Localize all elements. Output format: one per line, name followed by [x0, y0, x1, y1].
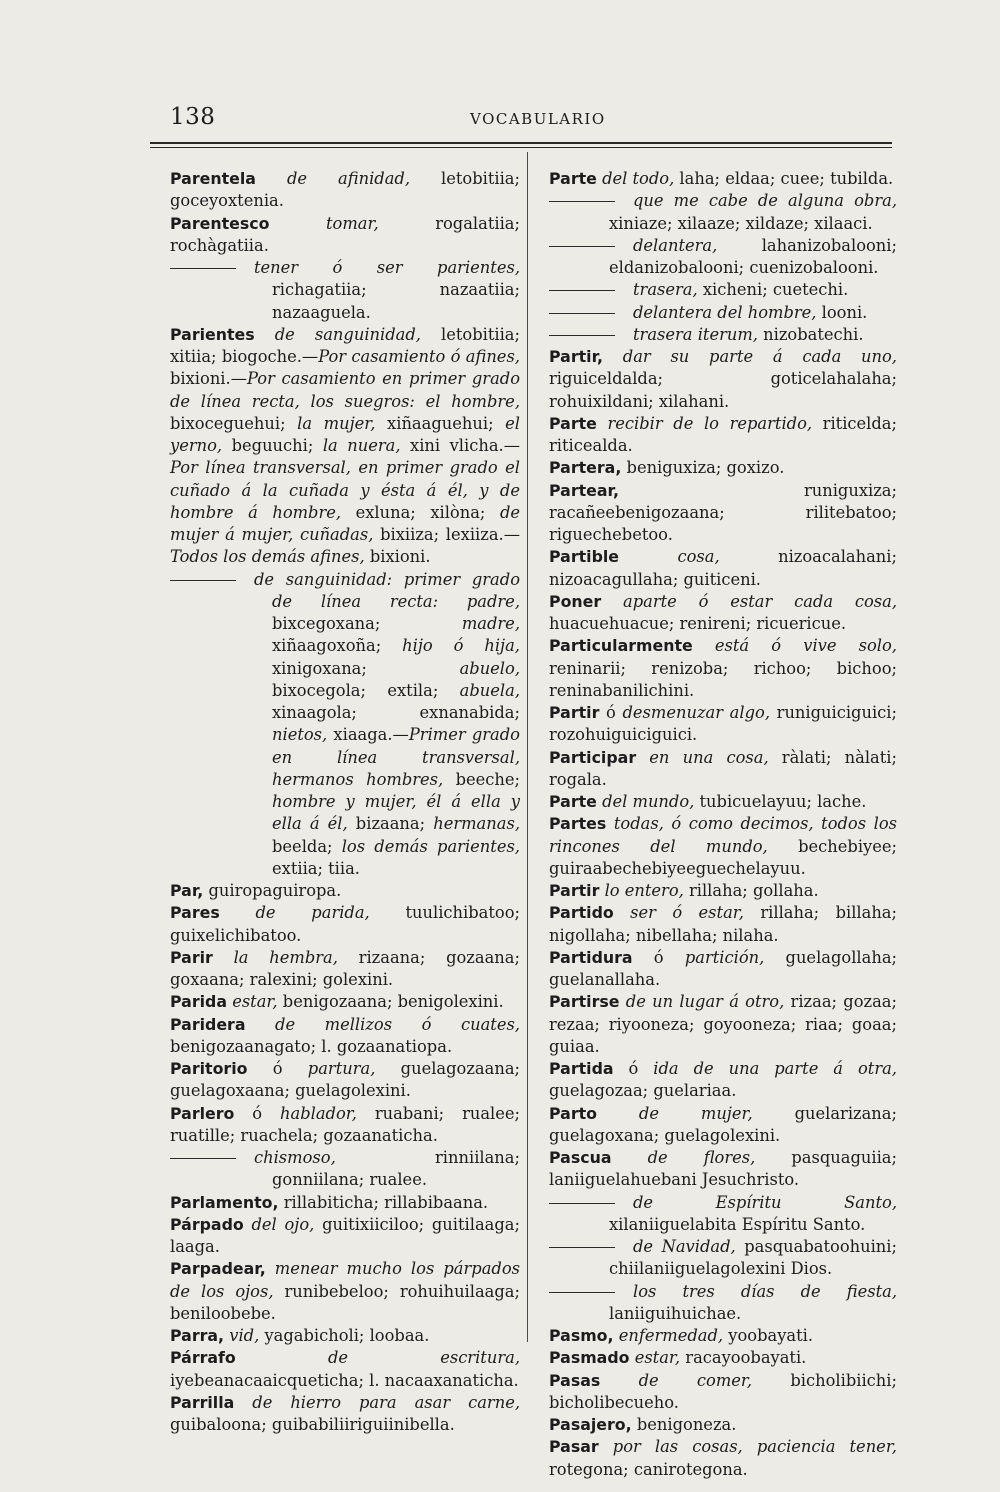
repeat-dash: [549, 1247, 615, 1248]
gloss-italic: la hembra,: [233, 947, 338, 967]
translation: yoobayati.: [723, 1326, 814, 1345]
headword: Paritorio: [170, 1059, 248, 1078]
headword: Partes: [549, 814, 607, 834]
translation: bechebiyee; guiraabechebiyeeguechelayuu.: [549, 836, 897, 878]
repeat-dash: [549, 201, 615, 202]
headword: Parir: [170, 947, 213, 967]
gloss-italic: partura,: [307, 1059, 376, 1078]
dictionary-entry: [549, 546, 897, 591]
connector: [619, 481, 804, 500]
gloss-italic: tomar,: [326, 213, 379, 233]
headword: Pares: [170, 903, 220, 923]
headword: Parlero: [170, 1103, 235, 1123]
dictionary-entry: [549, 1147, 897, 1192]
dictionary-entry: [549, 346, 897, 413]
dictionary-entry: [170, 1347, 520, 1392]
page-number: 138: [170, 104, 216, 130]
translation: rizaa; gozaa; rezaa; riyooneza; goyooneza; riaa; goaa; guiaa.: [549, 992, 897, 1056]
left-column: [170, 168, 520, 1436]
dictionary-entry: [170, 324, 520, 569]
translation: riticelda; riticealda.: [549, 413, 897, 455]
translation: nizoacalahani; nizoacagullaha; guiticeni.: [549, 547, 897, 589]
gloss-italic: del mundo,: [602, 792, 695, 811]
gloss-italic: de sanguinidad: primer grado de línea recta: padre,: [254, 569, 520, 611]
connector: [256, 169, 287, 188]
connector: [636, 748, 649, 767]
connector: [597, 414, 608, 433]
headword: Pasmado: [549, 1348, 630, 1368]
connector: [606, 814, 614, 833]
gloss-italic: delantera del hombre,: [633, 302, 817, 322]
right-column: [549, 168, 897, 1481]
headword: Partera,: [549, 458, 622, 478]
headword: Partirse: [549, 992, 620, 1012]
headword: Parto: [549, 1103, 598, 1123]
translation: beeche;: [443, 769, 520, 789]
translation: bixiiza; lexiiza.—: [373, 525, 520, 544]
gloss-italic: aparte ó estar cada cosa,: [623, 591, 898, 611]
translation: benigozaanagato; l. gozaanatiopa.: [170, 1036, 453, 1056]
connector: [269, 214, 326, 233]
dictionary-entry: [549, 880, 897, 902]
sub-entry: [549, 324, 897, 346]
connector: ó: [247, 1059, 308, 1078]
gloss-italic: partición,: [684, 947, 765, 967]
dictionary-entry: [549, 702, 897, 747]
headword: Pasas: [549, 1370, 601, 1390]
headword: Parlamento,: [170, 1192, 279, 1212]
translation: xinigoxana;: [272, 658, 460, 678]
running-head: VOCABULARIO: [470, 110, 606, 128]
gloss-italic: de Navidad,: [633, 1237, 736, 1256]
dictionary-entry: [170, 1325, 520, 1347]
gloss-italic: dar su parte á cada uno,: [622, 347, 897, 366]
dictionary-entry: [549, 168, 897, 190]
headword: Partir: [549, 703, 600, 722]
headword: Parentesco: [170, 213, 270, 233]
translation: ràlati; nàlati; rogala.: [549, 747, 897, 789]
dictionary-entry: [549, 1436, 897, 1481]
gloss-italic: hermanas,: [433, 814, 520, 834]
repeat-dash: [170, 580, 236, 581]
translation: rotegona; canirotegona.: [549, 1459, 748, 1479]
gloss-italic: el yerno,: [170, 413, 520, 455]
gloss-italic: trasera iterum,: [633, 324, 758, 344]
connector: ó: [632, 947, 685, 967]
dictionary-entry: [549, 635, 897, 702]
headword: Partir,: [549, 347, 604, 366]
headword: Pascua: [549, 1148, 612, 1167]
gloss-italic: de sanguinidad,: [274, 324, 421, 344]
headword: Particularmente: [549, 636, 693, 656]
gloss-italic: de parida,: [255, 903, 370, 923]
gloss-italic: recibir de lo repartido,: [607, 413, 813, 433]
gloss-italic: de Espíritu Santo,: [633, 1192, 897, 1212]
gloss-italic: Por casamiento ó afines,: [318, 347, 520, 366]
dictionary-entry: [549, 591, 897, 636]
gloss-italic: de hierro para asar carne,: [252, 1392, 521, 1412]
translation: benigoneza.: [636, 1415, 737, 1434]
translation: rizaana; gozaana; goxaana; ralexini; golexini.: [170, 947, 520, 989]
translation: bixocegola; extila;: [272, 680, 460, 700]
headword: Partida: [549, 1059, 614, 1078]
connector: [236, 1348, 328, 1367]
translation: letobitiia; goceyoxtenia.: [170, 169, 520, 211]
dictionary-entry: [549, 480, 897, 547]
gloss-italic: cosa,: [677, 547, 720, 567]
headword: Partidura: [549, 947, 633, 967]
gloss-italic: la nuera,: [322, 436, 401, 455]
dictionary-entry: [549, 1414, 897, 1436]
sub-entry: [549, 1236, 897, 1281]
dictionary-entry: [549, 1325, 897, 1347]
dictionary-entry: [170, 1058, 520, 1103]
translation: bicholibiichi; bicholibecueho.: [549, 1370, 897, 1412]
translation: guelarizana; guelagoxana; guelagolexini.: [549, 1103, 897, 1145]
headword: Parra,: [170, 1326, 225, 1345]
dictionary-entry: [549, 1103, 897, 1148]
translation: letobitiia; xitiia; biogoche.—: [170, 324, 520, 366]
translation: tuulichibatoo; guixelichibatoo.: [170, 903, 520, 945]
headword: Parida: [170, 992, 227, 1012]
translation: riguiceldalda; goticelahalaha; rohuixildani; xilahani.: [549, 369, 897, 411]
translation: yagabicholi; loobaa.: [259, 1326, 430, 1345]
dictionary-entry: [549, 413, 897, 458]
dictionary-entry: [549, 457, 897, 479]
headword: Parte: [549, 413, 597, 433]
gloss-italic: de mellizos ó cuates,: [275, 1014, 520, 1034]
dictionary-entry: [170, 947, 520, 992]
translation: guelagozaa; guelariaa.: [549, 1081, 737, 1101]
translation: xiñaaguehui;: [375, 413, 506, 433]
gloss-italic: del todo,: [602, 169, 675, 188]
translation: racayoobayati.: [680, 1348, 807, 1368]
repeat-dash: [549, 335, 615, 336]
translation: rinniilana; gonniilana; rualee.: [272, 1148, 520, 1190]
sub-entry: [170, 569, 520, 881]
connector: [213, 948, 234, 967]
translation: xiniaze; xilaaze; xildaze; xilaaci.: [609, 213, 873, 233]
sub-entry: [549, 1281, 897, 1326]
gloss-italic: Por casamiento en primer grado de línea recta, los suegros: el hombre,: [170, 369, 520, 411]
dictionary-entry: [549, 813, 897, 880]
translation: guelagollaha; guelanallaha.: [549, 947, 898, 989]
translation: lahanizobalooni; eldanizobalooni; cuenizobalooni.: [609, 235, 897, 277]
gloss-italic: abuelo,: [459, 658, 520, 678]
repeat-dash: [549, 1292, 615, 1293]
sub-entry: [170, 1147, 520, 1192]
dictionary-entry: [549, 1347, 897, 1369]
gloss-italic: desmenuzar algo,: [622, 703, 770, 722]
gloss-italic: de escritura,: [327, 1348, 520, 1368]
header-rule-thin: [150, 147, 892, 148]
gloss-italic: estar,: [634, 1348, 681, 1368]
gloss-italic: tener ó ser parientes,: [254, 258, 520, 277]
sub-entry: [170, 257, 520, 324]
gloss-italic: de comer,: [638, 1370, 753, 1390]
translation: xini vlicha.—: [400, 436, 520, 455]
gloss-italic: menear mucho los párpados de los ojos,: [170, 1259, 520, 1301]
dictionary-entry: [170, 991, 520, 1013]
dictionary-entry: [170, 1214, 520, 1259]
translation: benigozaana; benigolexini.: [277, 992, 504, 1012]
translation: rogalatiia; rochàgatiia.: [170, 213, 520, 255]
connector: [220, 903, 256, 922]
gloss-italic: está ó vive solo,: [714, 636, 897, 656]
dictionary-entry: [170, 1392, 520, 1437]
gloss-italic: hombre y mujer, él á ella y ella á él,: [272, 792, 520, 834]
dictionary-entry: [170, 880, 520, 902]
connector: [614, 903, 630, 922]
headword: Pasajero,: [549, 1415, 632, 1434]
headword: Pasar: [549, 1437, 599, 1457]
translation: bixioni.: [364, 547, 431, 567]
gloss-italic: vid,: [229, 1326, 260, 1345]
connector: [693, 636, 715, 655]
gloss-italic: ser ó estar,: [630, 903, 744, 923]
dictionary-entry: [170, 168, 520, 213]
gloss-italic: abuela,: [459, 680, 520, 700]
translation: beelda;: [272, 836, 342, 856]
headword: Participar: [549, 747, 637, 767]
gloss-italic: de un lugar á otro,: [625, 992, 785, 1012]
translation: beniguxiza; goxizo.: [626, 458, 785, 478]
headword: Partido: [549, 903, 614, 923]
gloss-italic: la mujer,: [297, 413, 376, 433]
column-divider: [527, 152, 528, 1342]
translation: rillaha; gollaha.: [683, 881, 819, 900]
gloss-italic: ida de una parte á otra,: [653, 1059, 897, 1078]
connector: [246, 1015, 276, 1034]
translation: guiropaguiropa.: [208, 881, 342, 900]
translation: bixcegoxana;: [272, 614, 462, 633]
translation: extiia; tiia.: [272, 858, 360, 878]
gloss-italic: Por línea transversal, en primer grado el cuñado á la cuñada y ésta á él, y de hombre á hombre,: [170, 458, 520, 522]
connector: ó: [234, 1103, 281, 1123]
translation: guibaloona; guibabiliiriguiinibella.: [170, 1415, 455, 1434]
translation: nizobatechi.: [757, 324, 864, 344]
headword: Parrilla: [170, 1392, 235, 1412]
dictionary-entry: [170, 1192, 520, 1214]
repeat-dash: [549, 290, 615, 291]
translation: xiaaga.—: [327, 725, 409, 745]
headword: Partible: [549, 547, 620, 567]
dictionary-entry: [549, 947, 897, 992]
repeat-dash: [170, 1158, 236, 1159]
dictionary-entry: [549, 1058, 897, 1103]
gloss-italic: lo entero,: [604, 881, 684, 900]
headword: Parientes: [170, 324, 255, 344]
repeat-dash: [549, 313, 615, 314]
sub-entry: [549, 302, 897, 324]
gloss-italic: Primer grado en línea transversal, hermanos hombres,: [272, 725, 520, 789]
translation: xicheni; cuetechi.: [697, 280, 849, 300]
translation: iyebeanacaaicqueticha; l. nacaaxanaticha.: [170, 1370, 519, 1390]
translation: xinaagola; exnanabida;: [272, 703, 520, 722]
translation: reninarii; renizoba; richoo; bichoo; reninabanilichini.: [549, 658, 897, 700]
connector: ó: [599, 703, 623, 722]
gloss-italic: chismoso,: [254, 1148, 336, 1167]
translation: xilaniiguelabita Espíritu Santo.: [609, 1214, 866, 1234]
gloss-italic: de afinidad,: [286, 169, 410, 188]
connector: [599, 1437, 613, 1456]
headword: Partear,: [549, 480, 619, 500]
gloss-italic: que me cabe de alguna obra,: [633, 191, 897, 211]
translation: runiguxiza; racañeebenigozaana; rilitebatoo; riguechebetoo.: [549, 480, 897, 544]
translation: bizaana;: [347, 814, 434, 834]
headword: Poner: [549, 591, 602, 611]
translation: pasquabatoohuini; chiilaniiguelagolexini Dios.: [609, 1237, 897, 1279]
sub-entry: [549, 190, 897, 235]
connector: [255, 325, 275, 344]
gloss-italic: de flores,: [647, 1148, 756, 1167]
headword: Parpadear,: [170, 1259, 266, 1279]
translation: huacuehuacue; renireni; ricuericue.: [549, 614, 847, 633]
gloss-italic: en una cosa,: [649, 747, 769, 767]
translation: looni.: [816, 302, 868, 322]
dictionary-entry: [549, 1370, 897, 1415]
gloss-italic: los tres días de fiesta,: [633, 1281, 897, 1301]
translation: rillaha; billaha; nigollaha; nibellaha; nilaha.: [549, 903, 897, 945]
connector: [612, 1148, 648, 1167]
headword: Párpado: [170, 1214, 244, 1234]
headword: Parte: [549, 169, 597, 188]
translation: laha; eldaa; cuee; tubilda.: [674, 169, 894, 188]
connector: ó: [613, 1059, 654, 1078]
gloss-italic: de mujer,: [638, 1103, 753, 1123]
connector: [597, 1104, 639, 1123]
translation: ruabani; rualee; ruatille; ruachela; gozaanaticha.: [170, 1103, 521, 1145]
headword: Par,: [170, 881, 204, 900]
translation: pasquaguiia; laniiguelahuebani Jesuchristo.: [549, 1148, 897, 1190]
gloss-italic: delantera,: [633, 235, 718, 255]
dictionary-entry: [170, 902, 520, 947]
headword: Pasmo,: [549, 1326, 614, 1345]
translation: laniiguihuichae.: [609, 1303, 742, 1323]
dictionary-entry: [549, 747, 897, 792]
translation: rillabiticha; rillabibaana.: [283, 1192, 489, 1212]
header-rule-thick: [150, 142, 892, 144]
dictionary-entry: [170, 213, 520, 258]
repeat-dash: [549, 246, 615, 247]
dictionary-entry: [170, 1103, 520, 1148]
gloss-italic: enfermedad,: [618, 1326, 724, 1345]
repeat-dash: [549, 1203, 615, 1204]
translation: bixioni.—: [170, 369, 247, 389]
gloss-italic: madre,: [461, 614, 520, 633]
translation: runibebeloo; rohuihuilaaga; beniloobebe.: [170, 1281, 520, 1323]
gloss-italic: de mujer á mujer, cuñadas,: [170, 502, 520, 544]
headword: Parentela: [170, 169, 256, 188]
connector: [234, 1393, 252, 1412]
translation: richagatiia; nazaatiia; nazaaguela.: [272, 280, 520, 322]
gloss-italic: estar,: [232, 992, 278, 1012]
translation: tubicuelayuu; lache.: [694, 792, 867, 811]
gloss-italic: trasera,: [633, 280, 698, 300]
connector: [619, 547, 677, 566]
translation: runiguiciguici; rozohuiguiciguici.: [549, 703, 897, 745]
sub-entry: [549, 279, 897, 301]
headword: Parte: [549, 792, 597, 811]
connector: [600, 1371, 638, 1390]
gloss-italic: nietos,: [272, 725, 328, 745]
translation: exluna; xilòna;: [341, 502, 500, 522]
translation: xiñaagoxoña;: [272, 636, 403, 656]
connector: [266, 1259, 275, 1278]
gloss-italic: Todos los demás afines,: [170, 547, 365, 567]
sub-entry: [549, 1192, 897, 1237]
sub-entry: [549, 235, 897, 280]
translation: guitixiiciloo; guitilaaga; laaga.: [170, 1214, 520, 1256]
translation: bixoceguehui;: [170, 413, 298, 433]
dictionary-entry: [170, 1258, 520, 1325]
headword: Partir: [549, 881, 600, 900]
dictionary-entry: [549, 902, 897, 947]
gloss-italic: los demás parientes,: [341, 836, 520, 856]
dictionary-entry: [170, 1014, 520, 1059]
repeat-dash: [170, 268, 236, 269]
gloss-italic: hijo ó hija,: [402, 636, 520, 656]
gloss-italic: por las cosas, paciencia tener,: [612, 1437, 897, 1457]
translation: beguuchi;: [222, 436, 323, 455]
connector: [601, 592, 623, 611]
dictionary-entry: [549, 791, 897, 813]
gloss-italic: todas, ó como decimos, todos los rincones del mundo,: [549, 814, 897, 856]
headword: Párrafo: [170, 1348, 236, 1368]
gloss-italic: hablador,: [280, 1103, 357, 1123]
connector: [603, 347, 623, 366]
translation: guelagozaana; guelagoxaana; guelagolexini.: [170, 1059, 521, 1101]
gloss-italic: del ojo,: [251, 1214, 315, 1234]
headword: Paridera: [170, 1014, 246, 1034]
dictionary-entry: [549, 991, 897, 1058]
